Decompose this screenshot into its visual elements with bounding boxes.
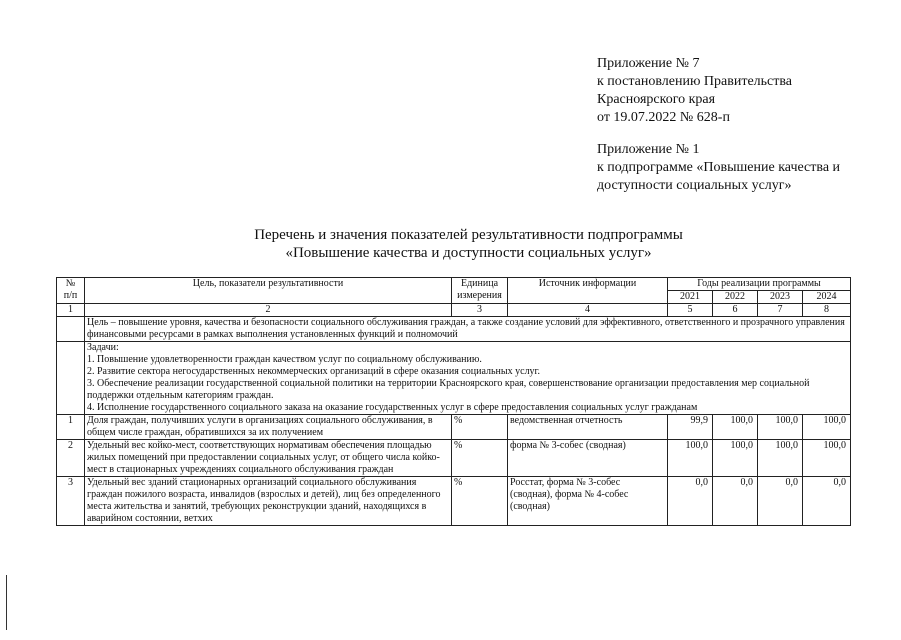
task-3: 3. Обеспечение реализации государственной социальной политики на территории Красноярского края, совершенствование организации предоставления мер социальной поддержки отдельным категориям граждан. xyxy=(87,378,810,401)
appendix-7-line4: от 19.07.2022 № 628-п xyxy=(597,110,730,125)
tasks-cell xyxy=(85,342,851,415)
header-num-line2: п/п xyxy=(63,290,78,301)
table-row xyxy=(57,440,851,477)
header-source: Источник информации xyxy=(508,278,668,304)
task-1: 1. Повышение удовлетворенности граждан качеством услуг по социальному обслуживанию. xyxy=(87,354,482,365)
header-year-2021: 2021 xyxy=(668,291,713,304)
title-line1: Перечень и значения показателей результативности подпрограммы xyxy=(254,227,683,243)
colnum-5: 5 xyxy=(668,304,713,317)
row-num: 2 xyxy=(57,440,85,477)
colnum-2: 2 xyxy=(85,304,452,317)
row-num: 3 xyxy=(57,477,85,526)
row-value-2021: 0,0 xyxy=(668,477,713,526)
header-num xyxy=(57,278,85,304)
row-value-2024: 100,0 xyxy=(803,440,851,477)
indicators-table xyxy=(56,277,851,526)
tasks-heading: Задачи: xyxy=(87,342,119,353)
appendix-1-line2: к подпрограмме «Повышение качества и xyxy=(597,160,841,175)
row-source: ведомственная отчетность xyxy=(508,415,668,440)
appendix-1-block xyxy=(597,141,840,195)
row-value-2022: 0,0 xyxy=(713,477,758,526)
table-row xyxy=(57,415,851,440)
colnum-3: 3 xyxy=(452,304,508,317)
row-indicator: Доля граждан, получивших услуги в организациях социального обслуживания, в общем числе граждан, обратившихся за их получением xyxy=(85,415,452,440)
colnum-6: 6 xyxy=(713,304,758,317)
goal-empty-cell xyxy=(57,317,85,342)
goal-row xyxy=(57,317,851,342)
colnum-7: 7 xyxy=(758,304,803,317)
row-unit: % xyxy=(452,415,508,440)
header-years: Годы реализации программы xyxy=(668,278,851,291)
goal-text: Цель – повышение уровня, качества и безопасности социального обслуживания граждан, а также создание условий для эффективного, ответственного и прозрачного управления финансовыми ресурсами в рамках выполнения установленных функций и полномочий xyxy=(85,317,851,342)
header-unit xyxy=(452,278,508,304)
row-unit: % xyxy=(452,440,508,477)
row-source: форма № 3-собес (сводная) xyxy=(508,440,668,477)
task-4: 4. Исполнение государственного социального заказа на оказание государственных услуг в сфере предоставления социальных услуг гражданам xyxy=(87,402,698,413)
header-num-line1: № xyxy=(65,278,76,289)
appendix-7-line3: Красноярского края xyxy=(597,92,716,107)
row-num: 1 xyxy=(57,415,85,440)
appendix-1-line1: Приложение № 1 xyxy=(597,142,700,157)
page-edge-line xyxy=(6,575,7,630)
appendix-7-line1: Приложение № 7 xyxy=(597,56,700,71)
tasks-row xyxy=(57,342,851,415)
row-value-2024: 100,0 xyxy=(803,415,851,440)
row-source: Росстат, форма № 3-собес (сводная), форма № 4-собес (сводная) xyxy=(508,477,668,526)
colnum-4: 4 xyxy=(508,304,668,317)
title-line2: «Повышение качества и доступности социальных услуг» xyxy=(285,245,652,261)
row-value-2022: 100,0 xyxy=(713,440,758,477)
header-row-1 xyxy=(57,278,851,291)
row-value-2021: 99,9 xyxy=(668,415,713,440)
header-year-2022: 2022 xyxy=(713,291,758,304)
row-value-2022: 100,0 xyxy=(713,415,758,440)
colnum-8: 8 xyxy=(803,304,851,317)
document-title xyxy=(0,226,901,262)
appendix-7-line2: к постановлению Правительства xyxy=(597,74,793,89)
row-value-2023: 100,0 xyxy=(758,440,803,477)
header-goal: Цель, показатели результативности xyxy=(85,278,452,304)
header-unit-line1: Единица xyxy=(460,278,499,289)
row-value-2023: 0,0 xyxy=(758,477,803,526)
row-value-2023: 100,0 xyxy=(758,415,803,440)
header-unit-line2: измерения xyxy=(457,290,502,301)
row-value-2024: 0,0 xyxy=(803,477,851,526)
task-2: 2. Развитие сектора негосударственных некоммерческих организаций в сфере оказания социальных услуг. xyxy=(87,366,541,377)
table-row xyxy=(57,477,851,526)
row-value-2021: 100,0 xyxy=(668,440,713,477)
header-year-2024: 2024 xyxy=(803,291,851,304)
row-indicator: Удельный вес койко-мест, соответствующих нормативам обеспечения площадью жилых помещений при предоставлении социальных услуг, от общего числа койко-мест в стационарных учреждениях социального обслуживания граждан xyxy=(85,440,452,477)
appendix-7-block xyxy=(597,55,792,127)
colnum-1: 1 xyxy=(57,304,85,317)
tasks-empty-cell xyxy=(57,342,85,415)
header-year-2023: 2023 xyxy=(758,291,803,304)
appendix-1-line3: доступности социальных услуг» xyxy=(597,178,792,193)
row-indicator: Удельный вес зданий стационарных организаций социального обслуживания граждан пожилого возраста, инвалидов (взрослых и детей), лиц без определенного места жительства и занятий, требующих реконструкции зданий, находящихся в аварийном состоянии, ветхих xyxy=(85,477,452,526)
column-number-row xyxy=(57,304,851,317)
row-unit: % xyxy=(452,477,508,526)
